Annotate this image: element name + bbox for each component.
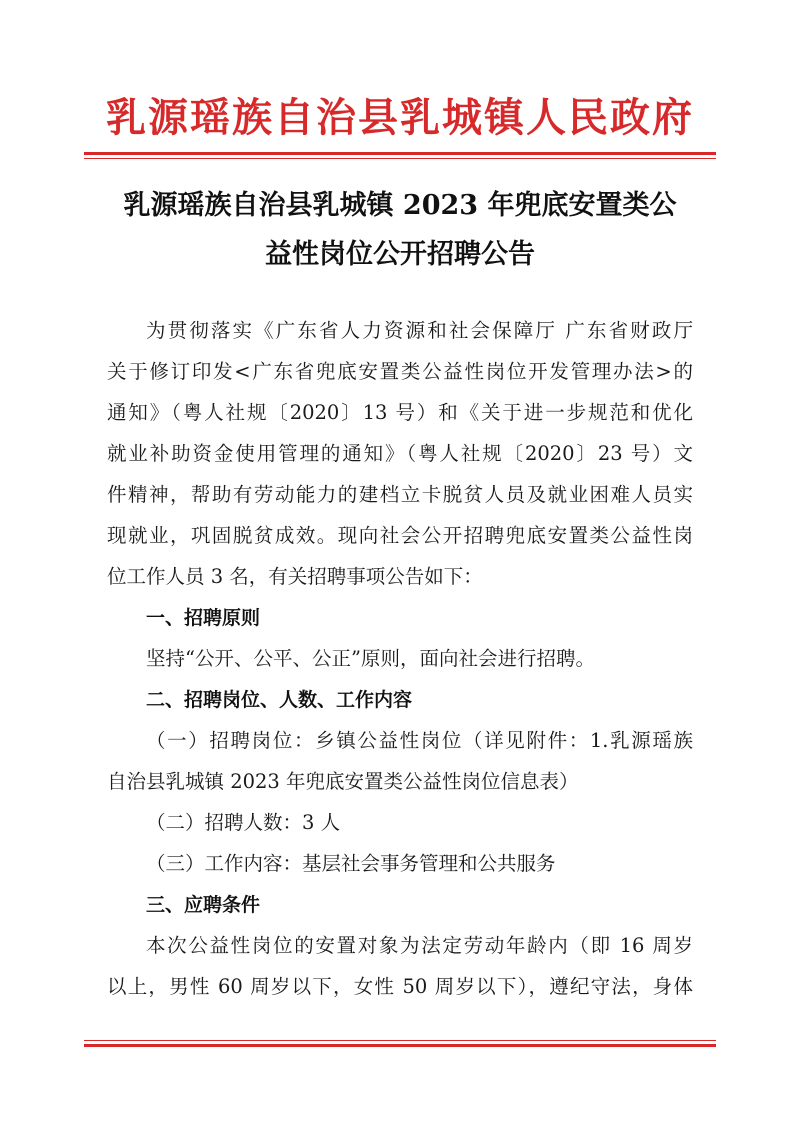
masthead-org-name: 乳源瑶族自治县乳城镇人民政府 — [106, 94, 694, 141]
masthead-rule-thin — [84, 158, 716, 159]
intro-line-2: 关于修订印发<广东省兜底安置类公益性岗位开发管理办法>的 — [107, 360, 693, 383]
intro-line-7: 位工作人员 3 名，有关招聘事项公告如下： — [107, 565, 483, 588]
intro-line-4: 就业补助资金使用管理的通知》（粤人社规〔2020〕23 号）文 — [107, 442, 693, 465]
intro-line-5: 件精神，帮助有劳动能力的建档立卡脱贫人员及就业困难人员实 — [107, 483, 693, 506]
masthead-rule-thick — [84, 152, 716, 155]
document-title-line-2: 益性岗位公开招聘公告 — [265, 239, 535, 270]
section-3-heading: 三、应聘条件 — [146, 894, 261, 916]
section-3-line-1: 本次公益性岗位的安置对象为法定劳动年龄内（即 16 周岁 — [146, 934, 693, 957]
section-3-line-2: 以上，男性 60 周岁以下，女性 50 周岁以下），遵纪守法，身体 — [107, 975, 693, 998]
intro-line-6: 现就业，巩固脱贫成效。现向社会公开招聘兜底安置类公益性岗 — [107, 524, 693, 547]
section-2-item-2: （二）招聘人数：3 人 — [146, 811, 341, 834]
footer-rule-thick — [84, 1044, 716, 1047]
section-1-body: 坚持“公开、公平、公正”原则，面向社会进行招聘。 — [146, 647, 595, 670]
section-2-item-3: （三）工作内容：基层社会事务管理和公共服务 — [146, 852, 556, 875]
document-title-line-1: 乳源瑶族自治县乳城镇 2023 年兜底安置类公 — [123, 190, 677, 221]
footer-rule-thin — [84, 1040, 716, 1041]
section-1-heading: 一、招聘原则 — [146, 607, 261, 629]
section-2-item-1-line-1: （一）招聘岗位：乡镇公益性岗位（详见附件：1.乳源瑶族 — [146, 729, 693, 752]
intro-line-3: 通知》（粤人社规〔2020〕13 号）和《关于进一步规范和优化 — [107, 401, 693, 424]
section-2-heading: 二、招聘岗位、人数、工作内容 — [146, 689, 413, 711]
intro-line-1: 为贯彻落实《广东省人力资源和社会保障厅 广东省财政厅 — [146, 319, 693, 342]
section-2-item-1-line-2: 自治县乳城镇 2023 年兜底安置类公益性岗位信息表） — [107, 770, 579, 793]
